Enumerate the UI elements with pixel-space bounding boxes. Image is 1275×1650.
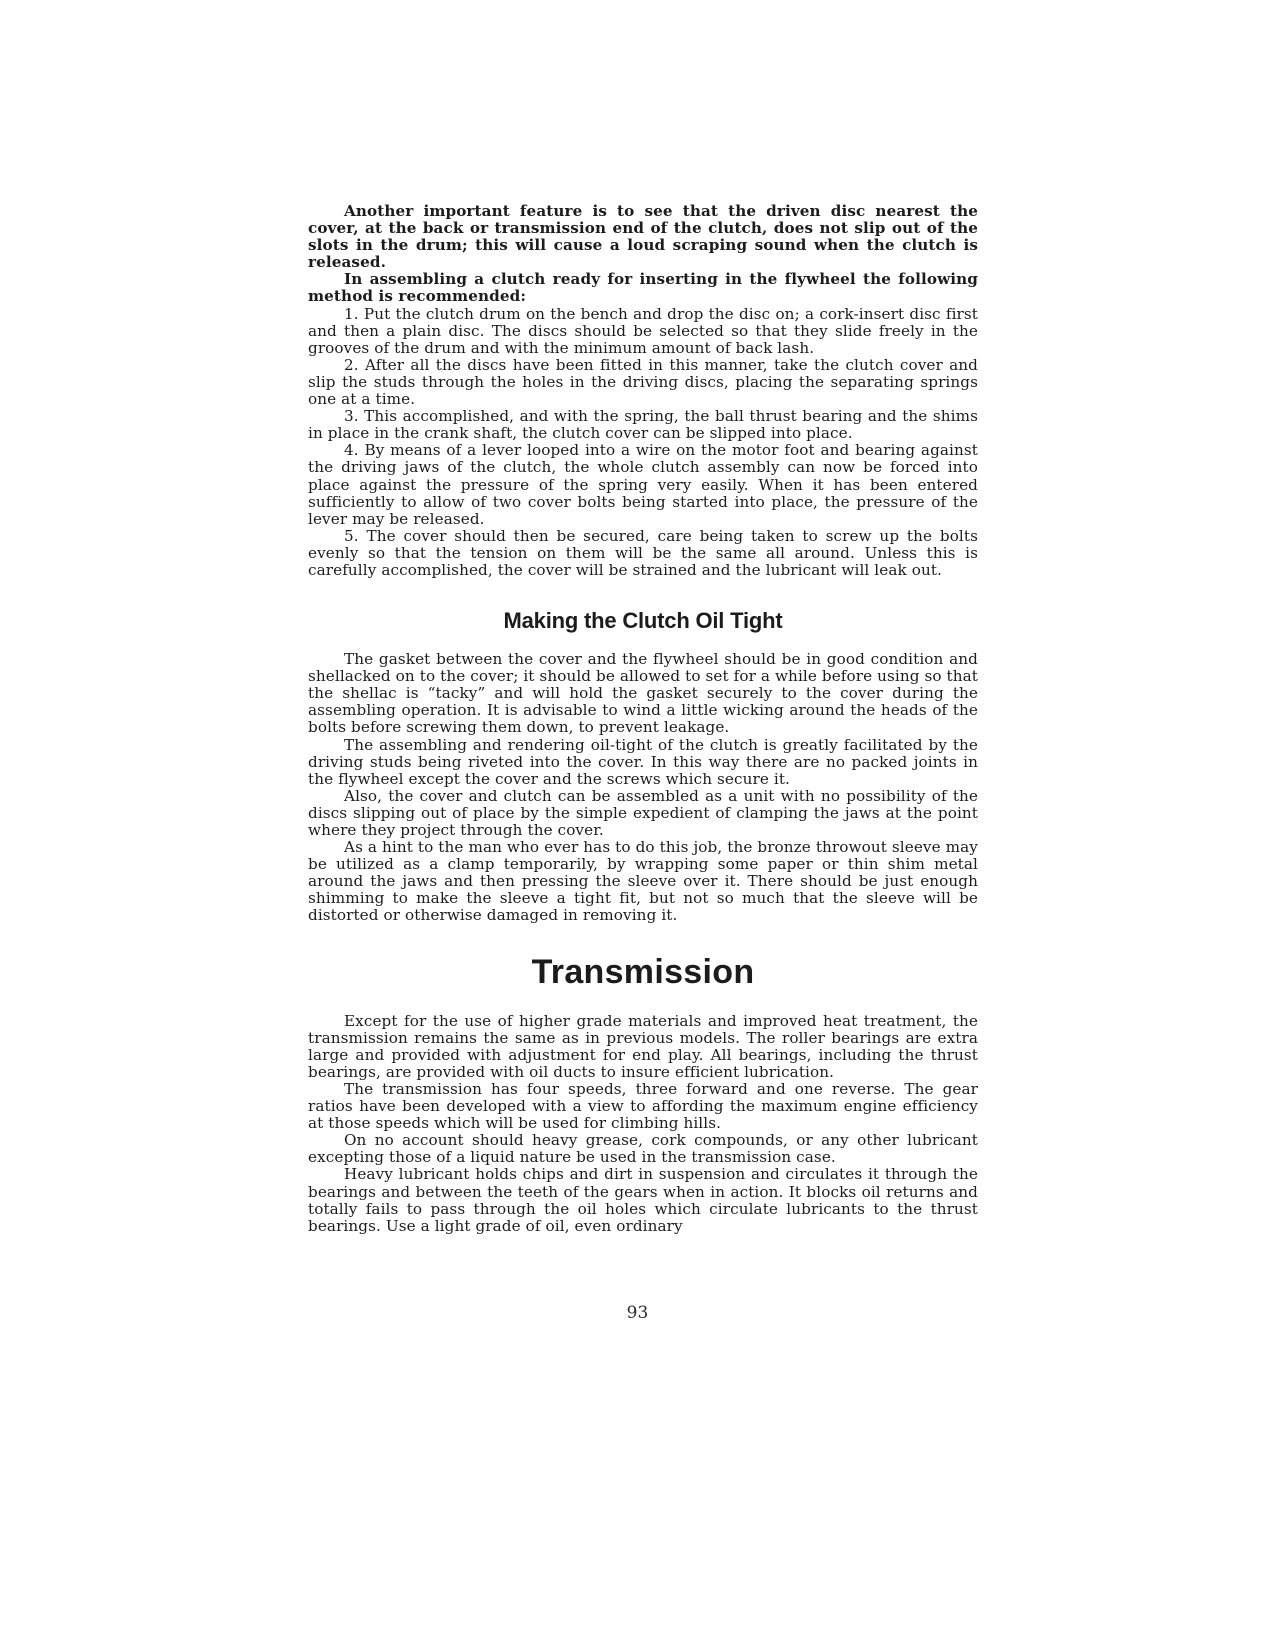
list-item: 3. This accomplished, and with the spring, the ball thrust bearing and the shims in place in the crank shaft, the clutch cover can be slipped into place. xyxy=(308,407,978,443)
paragraph: In assembling a clutch ready for inserting in the flywheel the following method is recommended: xyxy=(308,270,978,306)
section-heading: Making the Clutch Oil Tight xyxy=(503,608,783,634)
paragraph: Except for the use of higher grade materials and improved heat treatment, the transmission remains the same as in previous models. The roller bearings are extra large and provided with adjustment for end play. All bearings, including the thrust bearings, are provided with oil ducts to insure efficient lubrication. xyxy=(308,1011,978,1081)
page-body xyxy=(308,203,978,1235)
list-item: 1. Put the clutch drum on the bench and drop the disc on; a cork-insert disc first and then a plain disc. The discs should be selected so that they slide freely in the grooves of the drum and with the minimum amount of back lash. xyxy=(308,304,978,357)
paragraph: The assembling and rendering oil-tight of the clutch is greatly facilitated by the driving studs being riveted into the cover. In this way there are no packed joints in the flywheel except the cover and the screws which secure it. xyxy=(308,735,978,788)
chapter-heading: Transmission xyxy=(531,952,755,991)
list-item: 4. By means of a lever looped into a wire on the motor foot and bearing against the driving jaws of the clutch, the whole clutch assembly can now be forced into place against the pressure of the spring very easily. When it has been entered sufficiently to allow of two cover bolts being started into place, the pressure of the lever may be released. xyxy=(308,441,978,528)
paragraph: As a hint to the man who ever has to do this job, the bronze throwout sleeve may be utilized as a clamp temporarily, by wrapping some paper or thin shim metal around the jaws and then pressing the sleeve over it. There should be just enough shimming to make the sleeve a tight fit, but not so much that the sleeve will be distorted or otherwise damaged in removing it. xyxy=(308,838,978,925)
paragraph: Heavy lubricant holds chips and dirt in suspension and circulates it through the bearings and between the teeth of the gears when in action. It blocks oil returns and totally fails to pass through the oil holes which circulate lubricants to the thrust bearings. Use a light grade of oil, even ordinary xyxy=(308,1165,978,1235)
paragraph: On no account should heavy grease, cork compounds, or any other lubricant excepting those of a liquid nature be used in the transmission case. xyxy=(308,1131,978,1167)
paragraph: Also, the cover and clutch can be assembled as a unit with no possibility of the discs slipping out of place by the simple expedient of clamping the jaws at the point where they project through the cover. xyxy=(308,786,978,839)
paragraph: Another important feature is to see that the driven disc nearest the cover, at the back or transmission end of the clutch, does not slip out of the slots in the drum; this will cause a loud scraping sound when the clutch is released. xyxy=(308,202,978,272)
paragraph: The transmission has four speeds, three forward and one reverse. The gear ratios have been developed with a view to affording the maximum engine efficiency at those speeds which will be used for climbing hills. xyxy=(308,1079,978,1133)
page-number: 93 xyxy=(626,1303,649,1323)
paragraph: The gasket between the cover and the flywheel should be in good condition and shellacked on to the cover; it should be allowed to set for a while before using so that the shellac is “tacky” and will hold the gasket securely to the cover during the assembling operation. It is advisable to wind a little wicking around the heads of the bolts before screwing them down, to prevent leakage. xyxy=(308,650,978,737)
list-item: 5. The cover should then be secured, care being taken to screw up the bolts evenly so that the tension on them will be the same all around. Unless this is carefully accomplished, the cover will be strained and the lubricant will leak out. xyxy=(308,526,978,579)
list-item: 2. After all the discs have been fitted in this manner, take the clutch cover and slip the studs through the holes in the driving discs, placing the separating springs one at a time. xyxy=(308,355,978,409)
